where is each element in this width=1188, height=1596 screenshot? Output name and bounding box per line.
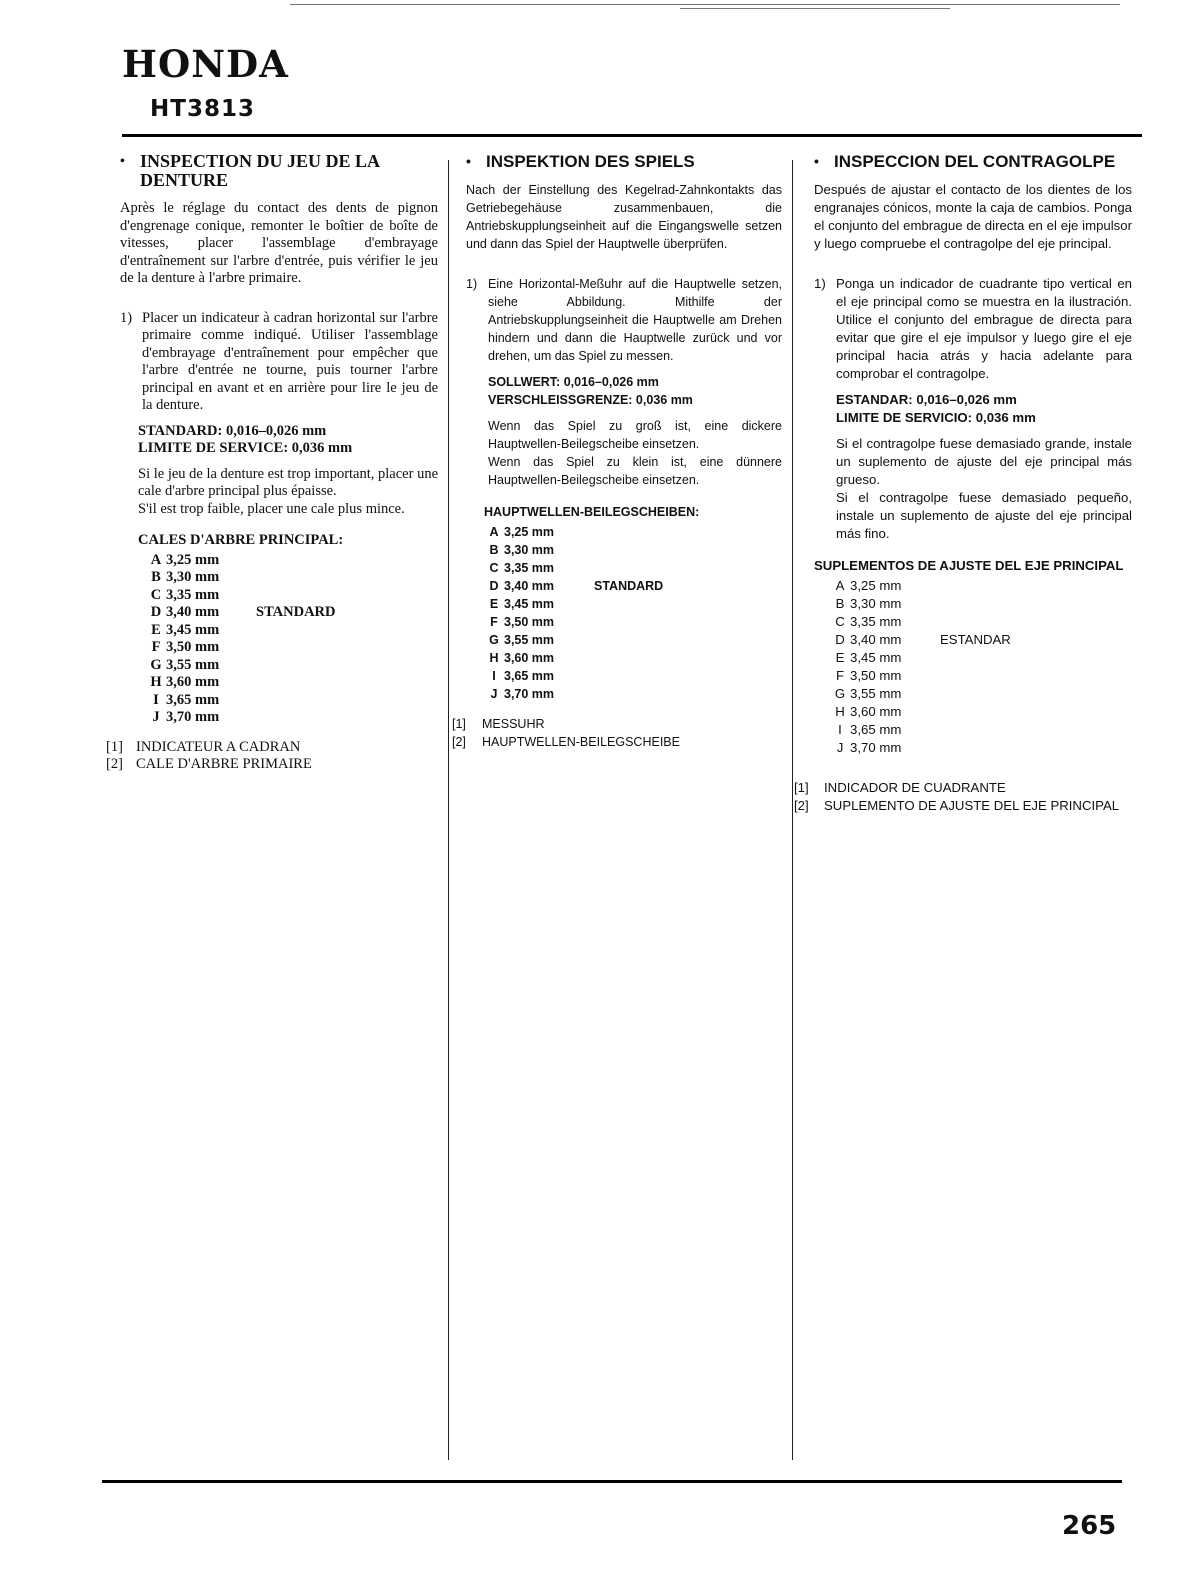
shim-letter: G	[489, 633, 499, 647]
shim-row	[146, 569, 438, 587]
shim-value: 3,25 mm	[850, 578, 902, 593]
note-block	[814, 435, 1132, 543]
shim-list-title: HAUPTWELLEN-BEILEGSCHEIBEN:	[484, 505, 700, 519]
section-heading	[120, 152, 438, 190]
shim-list-title: SUPLEMENTOS DE AJUSTE DEL EJE PRINCIPAL	[814, 558, 1124, 573]
shim-row	[484, 577, 782, 595]
top-scan-rule-short	[680, 8, 950, 9]
note-too-large: Wenn das Spiel zu groß ist, eine dickere Hauptwellen-Beilegscheibe einsetzen.	[488, 419, 782, 451]
note-too-small: Wenn das Spiel zu klein ist, eine dünnere Hauptwellen-Beilegscheibe einsetzen.	[488, 455, 782, 487]
shim-value: 3,70 mm	[166, 709, 220, 725]
spec-block	[814, 391, 1132, 427]
shim-letter: D	[150, 604, 162, 620]
shim-row	[830, 631, 1132, 649]
legend-text: MESSUHR	[482, 717, 545, 731]
note-too-small: Si el contragolpe fuese demasiado pequeño, instale un suplemento de ajuste del eje principal más fino.	[836, 490, 1132, 541]
shim-list-title: CALES D'ARBRE PRINCIPAL:	[138, 532, 344, 548]
shim-letter: J	[152, 709, 160, 725]
shim-value: 3,35 mm	[166, 586, 220, 603]
shim-row	[146, 604, 438, 622]
section-title: INSPECTION DU JEU DE LA DENTURE	[140, 151, 380, 190]
section-heading	[814, 152, 1132, 171]
shim-value: 3,50 mm	[166, 639, 220, 655]
shim-row	[484, 649, 782, 667]
step-number: 1)	[466, 277, 478, 291]
shim-letter: A	[489, 525, 499, 539]
shim-letter: D	[489, 579, 499, 593]
shim-value: 3,30 mm	[166, 569, 220, 585]
legend-ref: [1]	[452, 717, 466, 731]
shim-value: 3,25 mm	[504, 525, 555, 539]
shim-letter: B	[835, 596, 845, 611]
shim-value: 3,60 mm	[850, 704, 902, 719]
shim-value: 3,65 mm	[166, 691, 220, 708]
legend-item	[794, 779, 1132, 797]
procedure-step	[814, 275, 1132, 383]
step-text: Ponga un indicador de cuadrante tipo vertical en el eje principal como se muestra en la ilustración. Utilice el conjunto del embrague de directa para evitar que gire el eje impulsor y luego gire el eje principal hacia atrás y hacia adelante para comprobar el contragolpe.	[836, 276, 1132, 381]
shim-row	[146, 587, 438, 605]
shim-row	[484, 523, 782, 541]
section-title: INSPEKTION DES SPIELS	[486, 152, 695, 171]
shim-letter: H	[150, 674, 162, 690]
procedure-step	[466, 275, 782, 365]
bullet-icon: •	[466, 153, 471, 169]
shim-value: 3,70 mm	[850, 740, 902, 755]
shim-letter: I	[153, 691, 159, 708]
shim-value: 3,40 mm	[166, 604, 220, 620]
step-text: Placer un indicateur à cadran horizontal sur l'arbre primaire comme indiqué. Utiliser l'assemblage d'embrayage d'entraînement pour empêcher que l'arbre d'entrée ne tourne, puis tourner l'arbre principal en avant et en arrière pour lire le jeu de la denture.	[142, 309, 438, 413]
shim-letter: J	[490, 687, 498, 701]
legend-item	[794, 797, 1132, 815]
shim-standard-label: ESTANDAR	[940, 632, 1011, 647]
shim-letter: E	[489, 597, 499, 611]
column-spanish	[794, 152, 1132, 815]
shim-standard-label: STANDARD	[594, 579, 664, 593]
shim-row	[830, 739, 1132, 757]
figure-legend	[452, 715, 782, 751]
shim-row	[830, 649, 1132, 667]
legend-item	[106, 739, 438, 757]
legend-ref: [2]	[794, 798, 809, 813]
shim-standard-label: STANDARD	[256, 604, 336, 620]
step-number: 1)	[814, 276, 826, 291]
shim-value: 3,25 mm	[166, 551, 220, 568]
step-number: 1)	[120, 309, 133, 326]
top-scan-rule	[290, 4, 1120, 5]
shim-value: 3,65 mm	[850, 722, 902, 737]
page-number: 265	[1062, 1511, 1117, 1541]
shim-row	[484, 541, 782, 559]
shim-row	[146, 639, 438, 657]
shim-value: 3,40 mm	[850, 632, 902, 647]
procedure-step	[120, 310, 438, 415]
shim-row	[830, 685, 1132, 703]
bullet-icon: •	[814, 153, 819, 169]
spec-limit: LIMITE DE SERVICIO: 0,036 mm	[836, 410, 1036, 425]
shim-value: 3,55 mm	[166, 656, 220, 673]
shim-row	[484, 631, 782, 649]
legend-ref: [1]	[106, 738, 123, 755]
shim-row	[484, 685, 782, 703]
legend-ref: [1]	[794, 780, 809, 795]
shim-value: 3,50 mm	[504, 615, 555, 629]
shim-row	[146, 552, 438, 570]
shim-letter: B	[151, 569, 161, 585]
shim-row	[830, 577, 1132, 595]
shim-letter: G	[150, 656, 162, 673]
shim-value: 3,60 mm	[166, 674, 220, 690]
shim-row	[146, 692, 438, 710]
shim-letter: F	[151, 639, 161, 655]
shim-value: 3,45 mm	[850, 650, 902, 665]
shim-row	[830, 703, 1132, 721]
legend-ref: [2]	[106, 756, 123, 772]
legend-ref: [2]	[452, 735, 466, 749]
step-text: Eine Horizontal-Meßuhr auf die Hauptwelle setzen, siehe Abbildung. Mithilfe der Antriebskupplungseinheit die Hauptwelle am Drehen hindern und dann die Hauptwelle zurück und vor drehen, um das Spiel zu messen.	[488, 277, 782, 363]
intro-paragraph: Après le réglage du contact des dents de pignon d'engrenage conique, remonter le boîtier de boîte de vitesses, placer l'assemblage d'embrayage d'entraînement sur l'arbre d'entrée, puis vérifier le jeu de la denture à l'arbre primaire.	[120, 200, 438, 286]
shim-value: 3,60 mm	[504, 651, 555, 665]
column-german	[452, 152, 782, 751]
footer-divider	[102, 1480, 1122, 1483]
shim-value: 3,45 mm	[504, 597, 555, 611]
shim-row	[146, 674, 438, 692]
shim-row	[830, 667, 1132, 685]
note-too-large: Si le jeu de la denture est trop important, placer une cale d'arbre principal plus épaisse.	[138, 465, 438, 499]
shim-value: 3,50 mm	[850, 668, 902, 683]
column-french	[106, 151, 438, 774]
legend-item	[452, 715, 782, 733]
section-heading	[466, 152, 782, 171]
note-block	[466, 417, 782, 489]
note-too-small: S'il est trop faible, placer une cale plus mince.	[138, 500, 405, 517]
spec-standard: STANDARD: 0,016–0,026 mm	[138, 422, 327, 439]
spec-standard: SOLLWERT: 0,016–0,026 mm	[488, 375, 659, 389]
intro-paragraph: Nach der Einstellung des Kegelrad-Zahnkontakts das Getriebegehäuse zusammenbauen, die Antriebskupplungseinheit auf die Eingangswelle setzen und dann das Spiel der Hauptwelle überprüfen.	[466, 183, 782, 251]
shim-letter: J	[836, 740, 844, 755]
shim-value: 3,65 mm	[504, 669, 555, 683]
shim-value: 3,30 mm	[504, 543, 555, 557]
shim-letter: G	[834, 686, 846, 701]
shim-row	[830, 595, 1132, 613]
legend-text: INDICATEUR A CADRAN	[136, 738, 301, 755]
shim-letter: F	[835, 668, 845, 683]
shim-letter: I	[838, 722, 842, 737]
shim-row	[484, 595, 782, 613]
shim-letter: H	[489, 651, 499, 665]
shim-value: 3,55 mm	[504, 633, 555, 647]
shim-value: 3,45 mm	[166, 621, 220, 638]
note-block	[120, 466, 438, 519]
legend-text: SUPLEMENTO DE AJUSTE DEL EJE PRINCIPAL	[824, 798, 1120, 813]
spec-limit: LIMITE DE SERVICE: 0,036 mm	[138, 440, 353, 456]
column-divider-2	[792, 160, 793, 1460]
shim-letter: C	[835, 614, 845, 629]
intro-paragraph: Después de ajustar el contacto de los dientes de los engranajes cónicos, monte la caja de cambios. Ponga el conjunto del embrague de directa en el eje impulsor y luego compruebe el contragolpe del eje principal.	[814, 182, 1132, 251]
legend-text: INDICADOR DE CUADRANTE	[824, 780, 1006, 795]
legend-item	[452, 733, 782, 751]
shim-letter: I	[492, 669, 496, 683]
header-divider	[122, 134, 1142, 137]
shim-letter: A	[150, 551, 162, 568]
legend-text: CALE D'ARBRE PRIMAIRE	[136, 756, 312, 772]
spec-limit: VERSCHLEISSGRENZE: 0,036 mm	[488, 393, 693, 407]
shim-letter: B	[489, 543, 499, 557]
shim-row	[830, 721, 1132, 739]
legend-item	[106, 756, 438, 774]
shim-letter: C	[150, 586, 162, 603]
shim-letter: A	[835, 578, 845, 593]
shim-value: 3,35 mm	[504, 561, 555, 575]
shim-value: 3,70 mm	[504, 687, 555, 701]
section-title: INSPECCION DEL CONTRAGOLPE	[834, 152, 1116, 171]
column-divider-1	[448, 160, 449, 1460]
spec-block	[466, 373, 782, 409]
shim-letter: C	[489, 561, 499, 575]
figure-legend	[106, 739, 438, 774]
shim-letter: D	[835, 632, 845, 647]
shim-letter: F	[490, 615, 498, 629]
shim-letter: E	[151, 621, 161, 638]
shim-value: 3,30 mm	[850, 596, 902, 611]
shim-row	[146, 709, 438, 727]
model-number: HT3813	[150, 96, 255, 122]
shim-row	[484, 613, 782, 631]
shim-letter: H	[835, 704, 845, 719]
shim-value: 3,55 mm	[850, 686, 902, 701]
shim-row	[484, 559, 782, 577]
shim-letter: E	[835, 650, 845, 665]
shim-value: 3,40 mm	[504, 579, 555, 593]
shim-row	[484, 667, 782, 685]
shim-list	[120, 552, 438, 727]
bullet-icon: •	[120, 154, 125, 169]
spec-block	[120, 423, 438, 458]
shim-list	[466, 523, 782, 703]
figure-legend	[794, 779, 1132, 815]
shim-row	[146, 657, 438, 675]
legend-text: HAUPTWELLEN-BEILEGSCHEIBE	[482, 735, 680, 749]
brand-logo: HONDA	[122, 42, 289, 86]
shim-value: 3,35 mm	[850, 614, 902, 629]
spec-standard: ESTANDAR: 0,016–0,026 mm	[836, 392, 1017, 407]
shim-row	[830, 613, 1132, 631]
note-too-large: Si el contragolpe fuese demasiado grande, instale un suplemento de ajuste del eje principal más grueso.	[836, 436, 1132, 487]
shim-list	[814, 577, 1132, 757]
shim-row	[146, 622, 438, 640]
